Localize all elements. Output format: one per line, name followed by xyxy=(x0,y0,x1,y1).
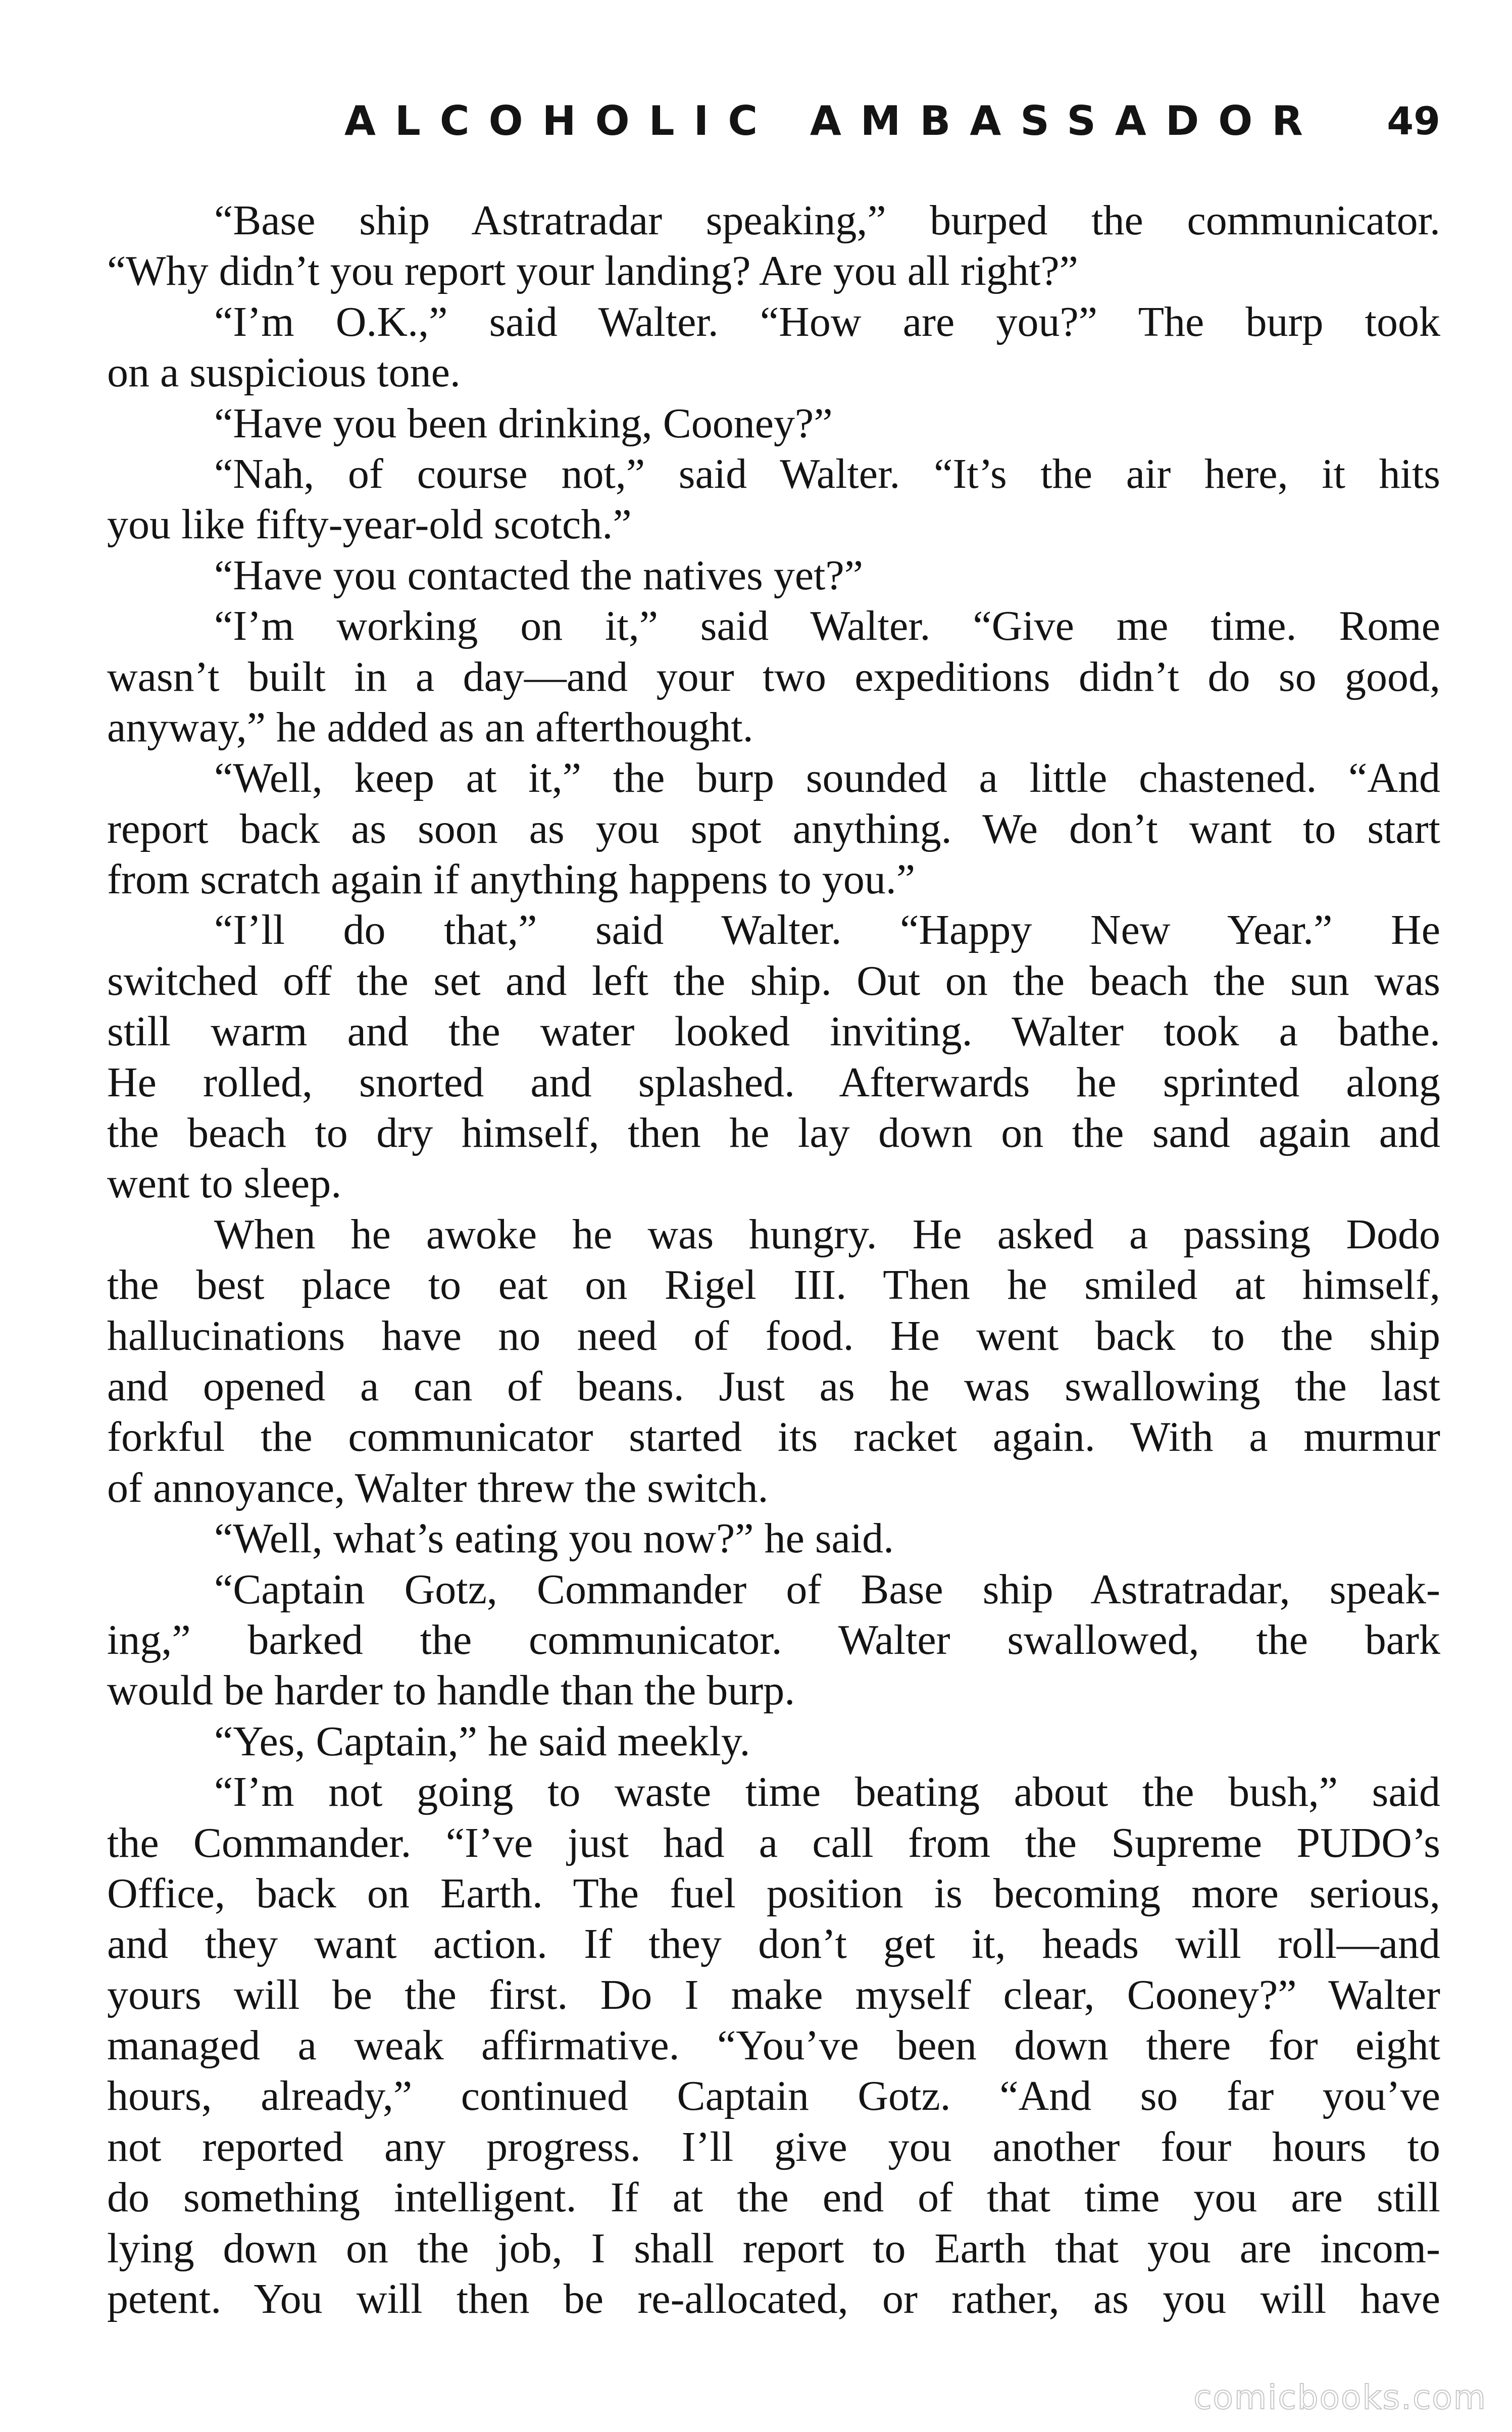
text-line: report back as soon as you spot anything. We don’t want to start xyxy=(107,805,1440,852)
text-line: anyway,” he added as an afterthought. xyxy=(107,703,753,751)
text-line: “Well, keep at it,” the burp sounded a little chastened. “And xyxy=(214,754,1440,802)
text-line: the beach to dry himself, then he lay down on the sand again and xyxy=(107,1109,1440,1157)
page-number: 49 xyxy=(1387,98,1440,143)
text-line: the Commander. “I’ve just had a call from the Supreme PUDO’s xyxy=(107,1819,1440,1866)
text-line: went to sleep. xyxy=(107,1160,342,1207)
text-line: “Well, what’s eating you now?” he said. xyxy=(214,1515,894,1562)
text-line: “Nah, of course not,” said Walter. “It’s the air here, it hits xyxy=(214,450,1440,497)
text-line: and opened a can of beans. Just as he was swallowing the last xyxy=(107,1362,1440,1410)
text-line: hours, already,” continued Captain Gotz. “And so far you’ve xyxy=(107,2072,1440,2120)
text-line: yours will be the first. Do I make myself clear, Cooney?” Walter xyxy=(107,1971,1440,2018)
text-line: Office, back on Earth. The fuel position is becoming more serious, xyxy=(107,1869,1440,1917)
text-line: of annoyance, Walter threw the switch. xyxy=(107,1464,769,1511)
text-line: managed a weak affirmative. “You’ve been down there for eight xyxy=(107,2022,1440,2069)
text-line: from scratch again if anything happens to you.” xyxy=(107,856,916,903)
text-line: “I’ll do that,” said Walter. “Happy New Year.” He xyxy=(214,906,1440,954)
text-line: ing,” barked the communicator. Walter swallowed, the bark xyxy=(107,1616,1440,1663)
running-title: ALCOHOLIC AMBASSADOR xyxy=(344,97,1322,144)
text-line: “Have you contacted the natives yet?” xyxy=(214,551,864,599)
text-line: “Why didn’t you report your landing? Are you all right?” xyxy=(107,247,1078,295)
text-line: still warm and the water looked inviting. Walter took a bathe. xyxy=(107,1008,1440,1055)
text-line: “Yes, Captain,” he said meekly. xyxy=(214,1717,750,1765)
text-line: wasn’t built in a day—and your two expeditions didn’t do so good, xyxy=(107,653,1440,700)
text-line: “Have you been drinking, Cooney?” xyxy=(214,399,833,447)
text-line: hallucinations have no need of food. He went back to the ship xyxy=(107,1312,1440,1359)
body-text xyxy=(107,195,1440,2324)
text-line: would be harder to handle than the burp. xyxy=(107,1667,795,1714)
text-line: “Base ship Astratradar speaking,” burped the communicator. xyxy=(214,197,1440,244)
text-line: on a suspicious tone. xyxy=(107,349,461,396)
text-line: petent. You will then be re-allocated, or rather, as you will have xyxy=(107,2275,1440,2323)
text-line: not reported any progress. I’ll give you another four hours to xyxy=(107,2123,1440,2170)
text-line: “I’m not going to waste time beating about the bush,” said xyxy=(214,1768,1440,1816)
text-line: “Captain Gotz, Commander of Base ship Astratradar, speak- xyxy=(214,1565,1440,1613)
watermark: comicbooks.com xyxy=(1193,2378,1487,2417)
text-line: forkful the communicator started its racket again. With a murmur xyxy=(107,1413,1440,1461)
text-line: the best place to eat on Rigel III. Then he smiled at himself, xyxy=(107,1261,1440,1309)
page-header xyxy=(107,93,1440,149)
text-line: “I’m working on it,” said Walter. “Give me time. Rome xyxy=(214,602,1440,650)
text-line: you like fifty-year-old scotch.” xyxy=(107,501,632,548)
text-line: lying down on the job, I shall report to Earth that you are incom- xyxy=(107,2224,1440,2272)
text-line: When he awoke he was hungry. He asked a passing Dodo xyxy=(214,1210,1440,1258)
text-line: “I’m O.K.,” said Walter. “How are you?” The burp took xyxy=(214,298,1440,345)
text-line: do something intelligent. If at the end of that time you are still xyxy=(107,2174,1440,2221)
text-line: switched off the set and left the ship. Out on the beach the sun was xyxy=(107,957,1440,1004)
text-line: and they want action. If they don’t get it, heads will roll—and xyxy=(107,1920,1440,1968)
text-line: He rolled, snorted and splashed. Afterwards he sprinted along xyxy=(107,1058,1440,1106)
